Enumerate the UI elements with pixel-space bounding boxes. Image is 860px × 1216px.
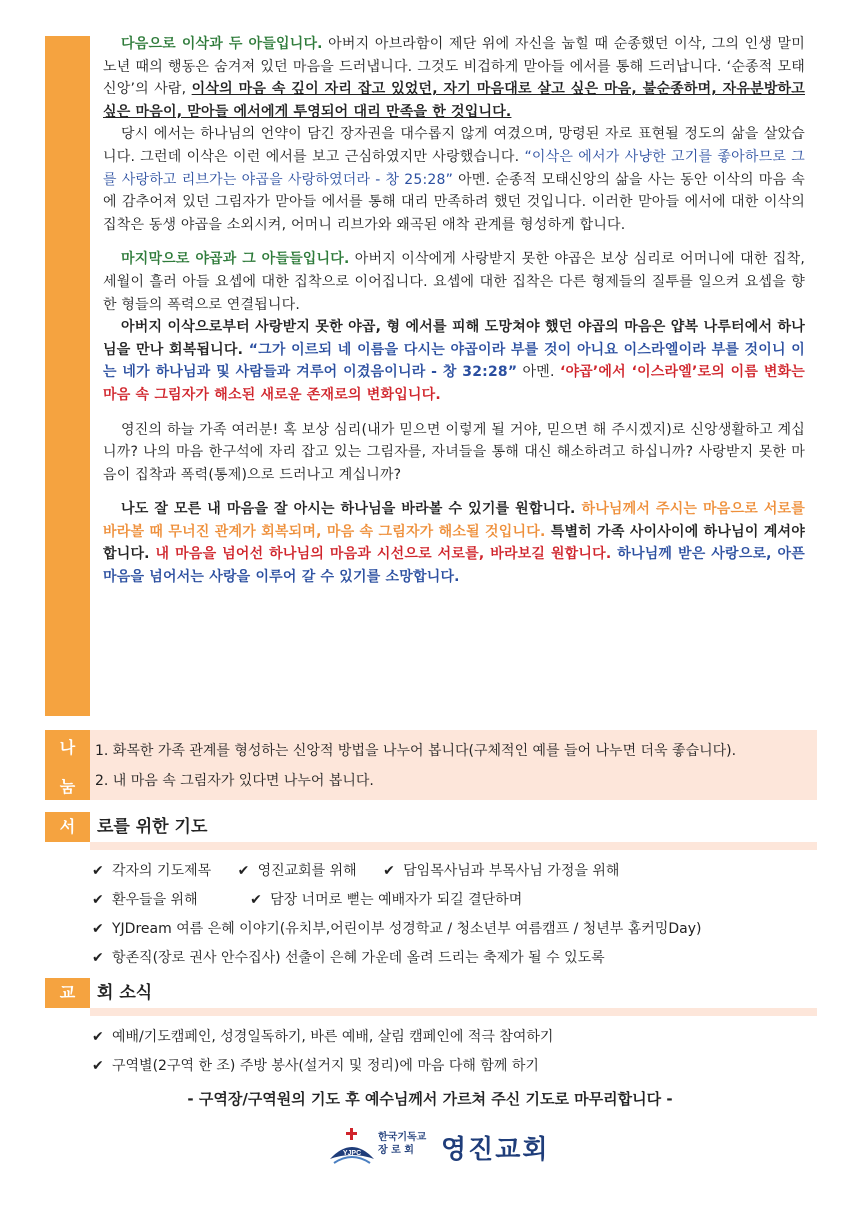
news-list xyxy=(92,1023,553,1081)
church-emblem-icon xyxy=(328,1125,376,1169)
check-icon: ✔ xyxy=(237,863,250,879)
red-emphasis: ‘야곱’에서 ‘이스라엘’로의 이름 변화는 마음 속 그림자가 해소된 새로운 존재로의 변화입니다. xyxy=(103,364,805,403)
prayer-item: 담임목사님과 부목사님 가정을 위해 xyxy=(403,863,620,879)
red-emphasis: 내 마음을 넘어선 하나님의 마음과 시선으로 서로를, 바라보길 원합니다. xyxy=(149,546,612,563)
paragraph-jacob xyxy=(103,248,805,316)
text: 아버지 아브라함이 제단 위에 자신을 눕힐 때 순종했던 이삭, 그의 인생 말미 노년 때의 행동은 숨겨져 있던 마음을 드러냅니다. 그것도 비겁하게 맏아들 에서를 통해 드러납니다. ‘순종적 모태 신앙’의 사람, xyxy=(103,36,805,98)
news-item: 예배/기도캠페인, 성경일독하기, 바른 예배, 살림 캠페인에 적극 참여하기 xyxy=(112,1029,554,1045)
news-section-header xyxy=(45,978,817,1008)
paragraph-conclusion xyxy=(103,498,805,588)
left-accent-bar xyxy=(45,36,90,716)
prayer-item: 환우들을 위해 xyxy=(112,892,198,908)
blue-emphasis: 하나님께 받은 사랑으로, 아픈 마음을 넘어서는 사랑을 이루어 갈 수 있기를 소망합니다. xyxy=(103,546,805,586)
check-icon: ✔ xyxy=(92,863,104,879)
denomination-label xyxy=(378,1131,426,1157)
news-item: 구역별(2구역 한 조) 주방 봉사(설거지 및 정리)에 마음 다해 함께 하기 xyxy=(112,1058,539,1074)
prayer-item: 각자의 기도제목 xyxy=(112,863,212,879)
sharing-tab-char-2: 눔 xyxy=(59,777,76,796)
bold-text: 아버지 이삭으로부터 사랑받지 못한 야곱, 형 에서를 피해 도망쳐야 했던 야곱의 마음은 얍복 나루터에서 하나님을 만나 회복됩니다. xyxy=(103,319,805,358)
sharing-questions xyxy=(95,736,736,796)
list-item xyxy=(92,857,701,886)
news-title: 회 소식 xyxy=(97,983,153,1003)
list-item xyxy=(92,1023,553,1052)
prayer-item: 담장 너머로 뻗는 예배자가 되길 결단하며 xyxy=(270,892,523,908)
sharing-question: 2. 내 마음 속 그림자가 있다면 나누어 봅니다. xyxy=(95,773,374,789)
sharing-section xyxy=(45,730,817,800)
prayer-item: 영진교회를 위해 xyxy=(257,863,357,879)
scripture-quote: “그가 이르되 네 이름을 다시는 야곱이라 부를 것이 아니요 이스라엘이라 부를 것이니 이는 네가 하나님과 및 사람들과 겨루어 이겼음이니라 - 창 32:28” xyxy=(103,341,806,381)
sharing-tab-char-1: 나 xyxy=(59,738,76,757)
prayer-item: 항존직(장로 권사 안수집사) 선출이 은혜 가운데 올려 드리는 축제가 될 수 있도록 xyxy=(112,950,605,966)
sharing-question: 1. 화목한 가족 관계를 형성하는 신앙적 방법을 나누어 봅니다(구체적인 예를 들어 나누면 더욱 좋습니다). xyxy=(95,743,737,759)
text: 영진의 하늘 가족 여러분! 혹 보상 심리(내가 믿으면 이렇게 될 거야, 믿으면 해 주시겠지)로 신앙생활하고 계십니까? 나의 마음 한구석에 자리 잡고 있는 그림자를, 자녀들을 통해 대신 해소하려고 하십니까? 사랑받지 못한 마음이 집착과 폭력(통제)으로 드러나고 계십니까? xyxy=(103,421,805,483)
check-icon: ✔ xyxy=(92,892,104,908)
list-item xyxy=(92,886,701,915)
text: 아멘. xyxy=(517,364,560,381)
emblem-mark: YJPC xyxy=(342,1150,362,1157)
scripture-quote: “이삭은 에서가 사냥한 고기를 좋아하므로 그를 사랑하고 리브가는 야곱을 사랑하였더라 - 창 25:28” xyxy=(103,148,805,188)
list-item xyxy=(92,915,701,944)
sermon-body xyxy=(103,33,805,589)
underlined-text: 이삭의 마음 속 깊이 자리 잡고 있었던, 자기 마음대로 살고 싶은 마음, 불순종하며, 자유분방하고 싶은 마음이, 맏아들 에서에게 투영되어 대리 만족을 한 것입니다. xyxy=(103,81,805,120)
prayer-item: YJDream 여름 은혜 이야기(유치부,어린이부 성경학교 / 청소년부 여름캠프 / 청년부 홈커밍Day) xyxy=(112,921,702,937)
heading-isaac: 다음으로 이삭과 두 아들입니다. xyxy=(121,36,323,52)
church-name: 영진교회 xyxy=(441,1135,550,1165)
divider xyxy=(90,1008,817,1016)
bold-text: 특별히 가족 사이사이에 하나님이 계셔야 합니다. xyxy=(103,523,805,563)
text: 아멘. 순종적 모태신앙의 삶을 사는 동안 이삭의 마음 속에 감추어져 있던 그림자가 맏아들 에서를 통해 대리 만족하려 했던 것입니다. 이러한 맏아들 에서에 대한 이삭의 집착은 동생 야곱을 소외시켜, 어머니 리브가와 왜곡된 애착 관계를 형성하게 합니다. xyxy=(103,171,805,233)
church-logo xyxy=(328,1125,558,1169)
check-icon: ✔ xyxy=(92,1058,104,1074)
orange-emphasis: 하나님께서 주시는 마음으로 서로를 바라볼 때 무너진 관계가 회복되며, 마음 속 그림자가 해소될 것입니다. xyxy=(103,501,805,540)
paragraph-questions xyxy=(103,419,805,487)
closing-line: - 구역장/구역원의 기도 후 예수님께서 가르쳐 주신 기도로 마무리합니다 - xyxy=(187,1090,673,1108)
check-icon: ✔ xyxy=(92,1029,104,1045)
denomination-line-1: 한국기독교 xyxy=(378,1132,427,1143)
paragraph-esau xyxy=(103,123,805,236)
list-item xyxy=(92,944,701,973)
prayer-list xyxy=(92,857,701,973)
bold-text: 나도 잘 모른 내 마음을 잘 아시는 하나님을 바라볼 수 있기를 원합니다. xyxy=(121,501,576,518)
divider xyxy=(90,842,817,850)
text: 아버지 이삭에게 사랑받지 못한 야곱은 보상 심리로 어머니에 대한 집착, 세월이 흘러 아들 요셉에 대한 집착으로 이어집니다. 요셉에 대한 집착은 다른 형제들의 질투를 일으켜 요셉을 향한 형들의 폭력으로 연결됩니다. xyxy=(103,251,805,313)
prayer-section-header xyxy=(45,812,817,842)
check-icon: ✔ xyxy=(92,921,104,937)
heading-jacob: 마지막으로 야곱과 그 아들들입니다. xyxy=(121,251,350,268)
text: 당시 에서는 하나님의 언약이 담긴 장자권을 대수롭지 않게 여겼으며, 망령된 자로 표현될 정도의 삶을 살았습니다. 그런데 이삭은 이런 에서를 보고 근심하였지만 사랑했습니다. xyxy=(103,126,805,165)
check-icon: ✔ xyxy=(383,863,395,879)
list-item xyxy=(92,1052,553,1081)
news-tab: 교 xyxy=(45,978,90,1008)
paragraph-jabbok xyxy=(103,316,805,406)
denomination-line-2: 장 로 회 xyxy=(378,1145,414,1156)
sharing-tab xyxy=(45,730,90,800)
prayer-tab: 서 xyxy=(45,812,90,842)
check-icon: ✔ xyxy=(250,892,262,908)
check-icon: ✔ xyxy=(92,950,104,966)
prayer-title: 로를 위한 기도 xyxy=(97,817,208,837)
paragraph-isaac xyxy=(103,33,805,123)
